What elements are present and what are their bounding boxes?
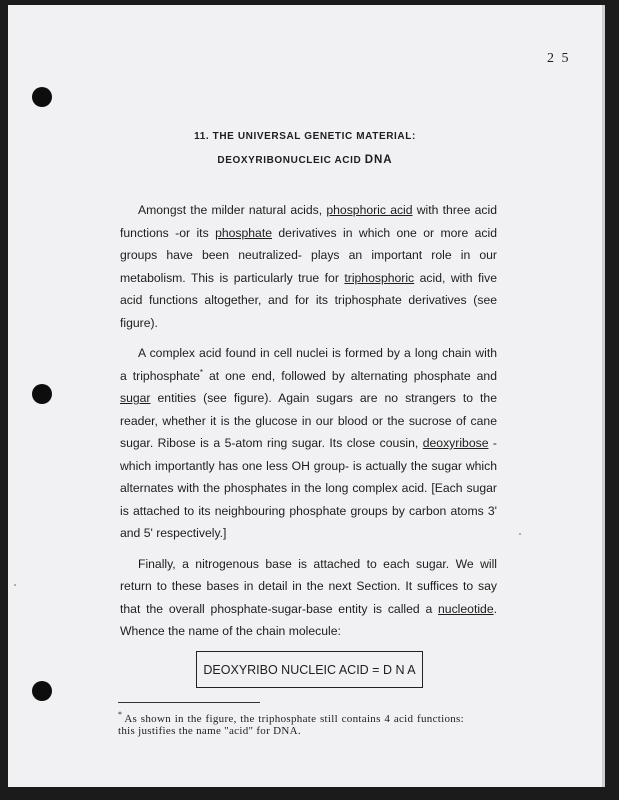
paragraph-3 <box>120 553 497 643</box>
text-run: with three acid functions -or its <box>120 203 497 240</box>
paper-speck <box>14 584 16 586</box>
footnote-text: As shown in the figure, the triphosphate still contains 4 acid functions: this justifies the name "acid" for DNA. <box>118 712 464 737</box>
text-run: acid, with five acid functions altogether, and for its triphosphate derivatives (see figure). <box>120 270 497 330</box>
text-run: A complex acid found in cell nuclei is formed by a long chain with a triphosphate <box>120 346 497 383</box>
page-edge <box>602 5 605 787</box>
text-run: Finally, a nitrogenous base is attached to each sugar. We will return to these bases in detail in the next Section. It suffices to say that the overall phosphate-sugar-base entity is called a <box>120 556 497 616</box>
underlined-term: deoxyribose <box>422 436 489 450</box>
paragraph-1 <box>120 199 497 334</box>
binder-hole-bottom <box>32 681 52 701</box>
text-run: entities (see figure). Again sugars are no strangers to the reader, whether it is the glucose in our blood or the sucrose of cane sugar. Ribose is a 5-atom ring sugar. Its close cousin, <box>120 391 497 450</box>
paragraph-2 <box>120 342 497 545</box>
section-title-line1: 11. THE UNIVERSAL GENETIC MATERIAL: <box>194 131 416 142</box>
page-number: 2 5 <box>547 51 571 66</box>
underlined-term: sugar <box>120 391 151 405</box>
body-text <box>120 199 497 643</box>
underlined-term: phosphoric acid <box>326 203 413 217</box>
text-run: . Whence the name of the chain molecule: <box>120 601 497 638</box>
section-title-line2 <box>8 154 602 166</box>
title-text: DEOXYRIBONUCLEIC ACID <box>217 155 365 166</box>
footnote <box>118 709 464 737</box>
binder-hole-middle <box>32 384 52 404</box>
text-run: - which importantly has one less OH group- is actually the sugar which alternates with the phosphates in the long complex acid. [Each sugar is attached to its neighbouring phosphate groups by carbon atoms 3' and 5' respectively.] <box>120 436 497 540</box>
underlined-term: nucleotide <box>438 601 494 616</box>
underlined-term: triphosphoric <box>344 270 415 285</box>
underlined-term: phosphate <box>215 225 272 240</box>
binder-hole-top <box>32 87 52 107</box>
text-run: derivatives in which one or more acid groups have been neutralized- plays an important role in our metabolism. This is particularly true for <box>120 225 497 285</box>
footnote-marker: * <box>118 710 123 719</box>
text-run: Amongst the milder natural acids, <box>138 203 327 217</box>
footnote-ref: * <box>199 367 203 377</box>
paper-speck <box>519 533 521 535</box>
footnote-divider <box>118 702 260 703</box>
title-abbrev: DNA <box>364 154 393 166</box>
boxed-formula: DEOXYRIBO NUCLEIC ACID = D N A <box>196 651 423 688</box>
text-run: at one end, followed by alternating phosphate and <box>202 368 497 383</box>
